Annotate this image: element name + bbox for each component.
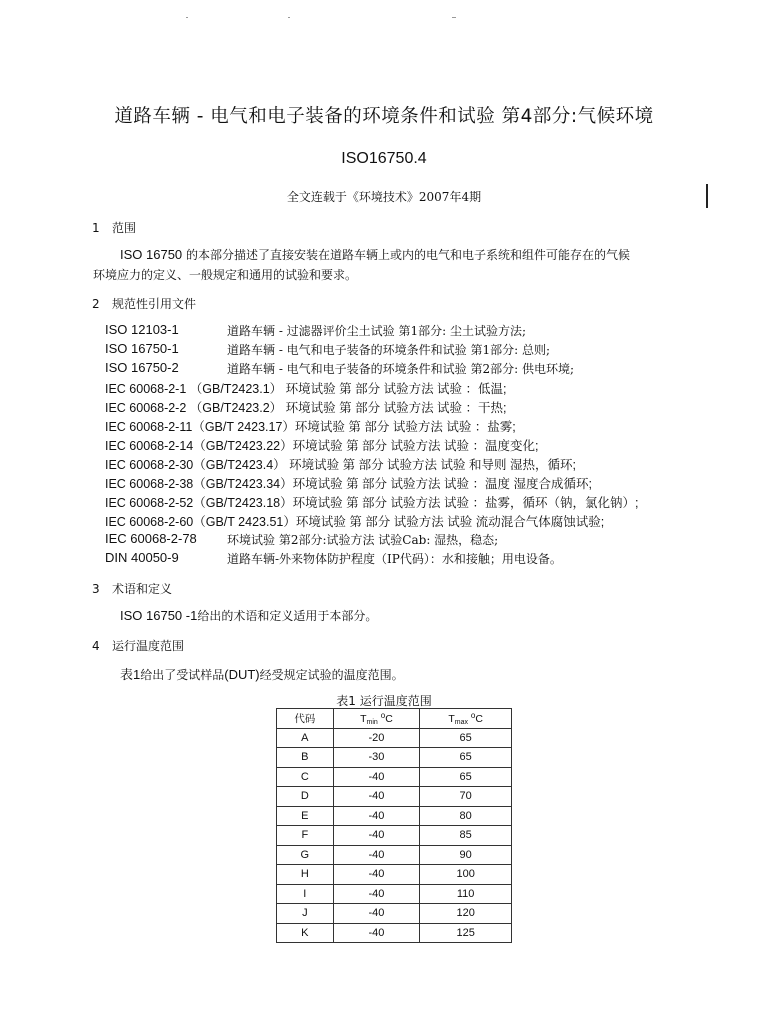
- cell-tmin: -40: [333, 806, 420, 826]
- cell-code: G: [277, 845, 334, 865]
- cell-tmin: -30: [333, 748, 420, 768]
- cell-tmax: 85: [420, 826, 512, 846]
- reference-id: ISO 16750-2: [105, 360, 179, 375]
- cell-code: J: [277, 904, 334, 924]
- source-note: 全文连载于《环境技术》2007年4期: [286, 190, 482, 204]
- cell-tmax: 65: [420, 748, 512, 768]
- cell-tmin: -40: [333, 845, 420, 865]
- section-number: 3: [92, 582, 100, 596]
- cell-tmin: -40: [333, 865, 420, 885]
- reference-line: IEC 60068-2-1 （GB/T2423.1） 环境试验 第 部分 试验方法 试验 ：低温;: [105, 382, 507, 396]
- reference-desc: 环境试验 第2部分:试验方法 试验Cab: 湿热，稳态;: [227, 533, 499, 547]
- reference-line: IEC 60068-2-52（GB/T2423.18）环境试验 第 部分 试验方法 试验 ：盐雾，循环（钠，氯化钠）;: [105, 496, 639, 510]
- section-title: 范围: [112, 221, 137, 235]
- terms-text: 给出的术语和定义适用于本部分。: [197, 609, 378, 623]
- cell-tmax: 110: [420, 884, 512, 904]
- reference-id: ISO 16750-1: [105, 341, 179, 356]
- document-subtitle: ISO16750.4: [341, 150, 427, 167]
- section-heading-terms: [92, 580, 172, 597]
- scope-standard-id: ISO 16750: [120, 247, 183, 262]
- reference-line: IEC 60068-2-30（GB/T2423.4） 环境试验 第 部分 试验方法 试验 和导则 湿热，循环;: [105, 458, 576, 472]
- reference-desc: 道路车辆 - 电气和电子装备的环境条件和试验 第2部分: 供电环境;: [227, 362, 575, 376]
- reference-line: IEC 60068-2-60（GB/T 2423.51）环境试验 第 部分 试验方法 试验 流动混合气体腐蚀试验;: [105, 515, 605, 529]
- cell-tmax: 80: [420, 806, 512, 826]
- section-number: 4: [92, 639, 100, 653]
- reference-line: IEC 60068-2-11（GB/T 2423.17）环境试验 第 部分 试验方法 试验 ：盐雾;: [105, 420, 516, 434]
- cell-code: K: [277, 923, 334, 943]
- reference-desc: 道路车辆-外来物体防护程度（IP代码）：水和接触；用电设备。: [227, 552, 562, 566]
- cell-tmax: 65: [420, 728, 512, 748]
- cell-tmin: -40: [333, 884, 420, 904]
- cell-code: B: [277, 748, 334, 768]
- table-row: [277, 923, 512, 943]
- header-tmin: $T_{min}$ $^o$C: [333, 709, 420, 729]
- cell-code: F: [277, 826, 334, 846]
- reference-line: IEC 60068-2-38（GB/T2423.34）环境试验 第 部分 试验方法 试验 ：温度 湿度合成循环;: [105, 477, 592, 491]
- reference-line: IEC 60068-2-14（GB/T2423.22）环境试验 第 部分 试验方法 试验 ：温度变化;: [105, 439, 539, 453]
- reference-desc: 道路车辆 - 电气和电子装备的环境条件和试验 第1部分: 总则;: [227, 343, 551, 357]
- cell-tmin: -40: [333, 826, 420, 846]
- table-row: [277, 845, 512, 865]
- table-row: [277, 884, 512, 904]
- scope-line-2: 环境应力的定义、一般规定和通用的试验和要求。: [93, 268, 358, 282]
- document-title: 道路车辆 - 电气和电子装备的环境条件和试验 第4部分:气候环境: [114, 106, 654, 127]
- reference-desc: 道路车辆 - 过滤器评价尘土试验 第1部分: 尘土试验方法;: [227, 324, 527, 338]
- section-title: 术语和定义: [112, 582, 173, 596]
- cell-code: E: [277, 806, 334, 826]
- cell-tmax: 125: [420, 923, 512, 943]
- terms-paragraph: [120, 607, 377, 624]
- cell-tmin: -20: [333, 728, 420, 748]
- cell-tmin: -40: [333, 923, 420, 943]
- reference-id: IEC 60068-2-78: [105, 531, 197, 546]
- table-row: [277, 826, 512, 846]
- table-row: [277, 865, 512, 885]
- cell-tmax: 120: [420, 904, 512, 924]
- section-heading-temperature: [92, 637, 184, 654]
- temperature-text: 给出了受试样品: [140, 668, 225, 682]
- scan-artifact: [186, 17, 188, 18]
- cell-tmax: 90: [420, 845, 512, 865]
- reference-line: IEC 60068-2-2 （GB/T2423.2） 环境试验 第 部分 试验方法 试验 ：干热;: [105, 401, 507, 415]
- section-heading-scope: [92, 219, 136, 236]
- cell-code: A: [277, 728, 334, 748]
- table-row: [277, 748, 512, 768]
- table-row: [277, 904, 512, 924]
- section-number: 2: [92, 297, 100, 311]
- cell-tmax: 65: [420, 767, 512, 787]
- cell-code: H: [277, 865, 334, 885]
- table-row: [277, 806, 512, 826]
- scope-text: 的本部分描述了直接安装在道路车辆上或内的电气和电子系统和组件可能存在的气候: [182, 248, 630, 262]
- cell-tmin: -40: [333, 904, 420, 924]
- temperature-text-end: 经受规定试验的温度范围。: [259, 668, 404, 682]
- table-row: [277, 767, 512, 787]
- table-ref: 表1: [120, 667, 141, 682]
- cell-code: D: [277, 787, 334, 807]
- section-number: 1: [92, 221, 100, 235]
- table-header-row: [277, 709, 512, 729]
- scan-artifact: [452, 17, 456, 18]
- cell-tmax: 70: [420, 787, 512, 807]
- temperature-range-table: [276, 708, 512, 943]
- scan-artifact: [288, 17, 290, 18]
- reference-id: ISO 12103-1: [105, 322, 179, 337]
- reference-id: DIN 40050-9: [105, 550, 179, 565]
- text-cursor: [706, 184, 708, 208]
- cell-tmin: -40: [333, 787, 420, 807]
- temperature-paragraph: [120, 664, 404, 683]
- table-caption: 表1 运行温度范围: [336, 694, 432, 708]
- table-row: [277, 728, 512, 748]
- section-title: 运行温度范围: [112, 639, 185, 653]
- dut-abbr: (DUT): [224, 667, 260, 682]
- table-row: [277, 787, 512, 807]
- cell-code: I: [277, 884, 334, 904]
- cell-tmax: 100: [420, 865, 512, 885]
- cell-code: C: [277, 767, 334, 787]
- terms-standard-id: ISO 16750 -1: [120, 608, 198, 623]
- section-title: 规范性引用文件: [112, 297, 197, 311]
- header-code: 代码: [277, 709, 334, 729]
- section-heading-references: [92, 295, 196, 312]
- scope-line-1: [120, 246, 630, 263]
- cell-tmin: -40: [333, 767, 420, 787]
- header-tmax: $T_{max}$ $^o$C: [420, 709, 512, 729]
